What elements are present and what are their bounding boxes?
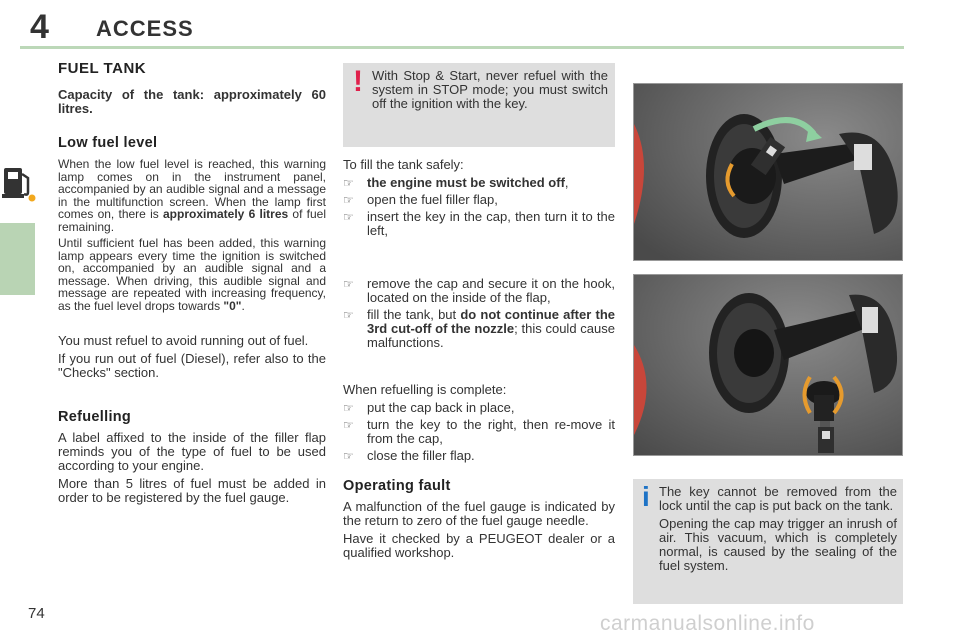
complete-intro: When refuelling is complete: [343, 382, 507, 397]
fuel-tank-title: FUEL TANK [58, 60, 147, 77]
pointing-hand-icon: ☞ [343, 210, 354, 224]
info-paragraph-1: The key cannot be removed from the lock until the cap is put back on the tank. [659, 484, 897, 513]
chapter-title: ACCESS [96, 16, 194, 41]
info-paragraph-2: Opening the cap may trigger an inrush of air. This vacuum, which is completely normal, is caused by the sealing of the fuel system. [659, 516, 897, 573]
fill-step-2: ☞ open the fuel filler flap, [343, 192, 498, 207]
info-text [659, 485, 897, 577]
pointing-hand-icon: ☞ [343, 449, 354, 463]
pointing-hand-icon: ☞ [343, 308, 354, 322]
low-fuel-title: Low fuel level [58, 135, 158, 151]
complete-step-3: ☞ close the filler flap. [343, 448, 475, 463]
refuelling-paragraph-2: More than 5 litres of fuel must be added in order to be registered by the fuel gauge. [58, 476, 326, 505]
warning-icon: ! [353, 65, 363, 98]
chapter-side-tab [0, 223, 35, 295]
fill-step-5: ☞ fill the tank, but do not continue after the 3rd cut-off of the nozzle; this could cause malfunctions. [343, 307, 615, 350]
warning-text: With Stop & Start, never refuel with the system in STOP mode; you must switch off the ignition with the key. [372, 68, 608, 111]
fill-step-3: ☞ insert the key in the cap, then turn it to the left, [343, 209, 615, 238]
operating-fault-paragraph-1: A malfunction of the fuel gauge is indicated by the return to zero of the fuel gauge needle. [343, 499, 615, 528]
photo-cap-on-hook [633, 274, 903, 456]
complete-step-1: ☞ put the cap back in place, [343, 400, 515, 415]
low-fuel-paragraph-1: When the low fuel level is reached, this warning lamp comes on in the instrument panel, accompanied by an audible signal and a message in the multifunction screen. When the lamp first comes on, there is approximately 6 litres of fuel remaining. [58, 157, 326, 234]
fuel-warning-lamp-icon [0, 158, 54, 210]
refuelling-title: Refuelling [58, 409, 132, 425]
header-divider [20, 46, 904, 49]
page-number: 74 [28, 605, 45, 622]
fill-step-1: ☞ the engine must be switched off, [343, 175, 569, 190]
column-left [58, 62, 326, 509]
info-box [633, 479, 903, 604]
chapter-number: 4 [30, 8, 49, 46]
photo-key-in-cap [633, 83, 903, 261]
pointing-hand-icon: ☞ [343, 418, 354, 432]
watermark: carmanualsonline.info [600, 612, 815, 635]
run-out-advice: If you run out of fuel (Diesel), refer also to the "Checks" section. [58, 351, 326, 380]
warning-box [343, 63, 615, 147]
fill-safely-intro: To fill the tank safely: [343, 157, 464, 172]
pointing-hand-icon: ☞ [343, 193, 354, 207]
fill-step-4: ☞ remove the cap and secure it on the hook, located on the inside of the flap, [343, 276, 615, 305]
low-fuel-block [58, 158, 326, 312]
pointing-hand-icon: ☞ [343, 277, 354, 291]
info-icon: i [642, 481, 650, 512]
pointing-hand-icon: ☞ [343, 176, 354, 190]
pointing-hand-icon: ☞ [343, 401, 354, 415]
column-middle [343, 158, 615, 564]
refuel-advice: You must refuel to avoid running out of fuel. [58, 333, 309, 348]
complete-step-2: ☞ turn the key to the right, then re-move it from the cap, [343, 417, 615, 446]
low-fuel-paragraph-2: Until sufficient fuel has been added, this warning lamp appears every time the ignition is switched on, accompanied by an audible signal and a message. When driving, this audible signal and message are repeated with increasing frequency, as the fuel level drops towards "0". [58, 236, 326, 313]
operating-fault-title: Operating fault [343, 478, 451, 494]
operating-fault-paragraph-2: Have it checked by a PEUGEOT dealer or a qualified workshop. [343, 531, 615, 560]
tank-capacity: Capacity of the tank: approximately 60 litres. [58, 87, 326, 116]
refuelling-paragraph-1: A label affixed to the inside of the filler flap reminds you of the type of fuel to be used according to your engine. [58, 430, 326, 473]
